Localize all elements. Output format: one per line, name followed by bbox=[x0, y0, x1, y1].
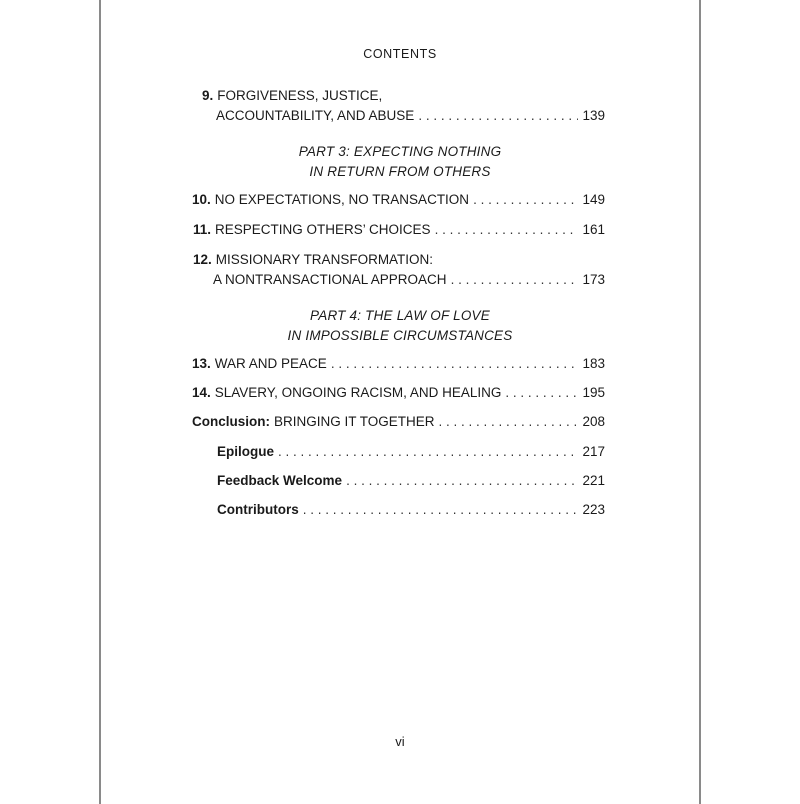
toc-entry-11 bbox=[101, 220, 699, 240]
dot-leader bbox=[346, 471, 578, 491]
entry-number: 11. bbox=[193, 222, 212, 237]
entry-number: 14. bbox=[192, 385, 211, 400]
toc-entry-feedback bbox=[101, 471, 699, 491]
toc-entry-conclusion bbox=[101, 412, 699, 432]
entry-page: 195 bbox=[582, 385, 605, 400]
dot-leader bbox=[505, 383, 578, 403]
entry-page: 208 bbox=[582, 414, 605, 429]
dot-leader bbox=[473, 190, 578, 210]
toc-entry-14 bbox=[101, 383, 699, 403]
entry-title: WAR AND PEACE bbox=[214, 356, 327, 371]
toc-entry-epilogue bbox=[101, 442, 699, 462]
dot-leader bbox=[435, 220, 579, 240]
entry-title-line2: ACCOUNTABILITY, AND ABUSE bbox=[216, 108, 415, 123]
part-heading-line2: IN RETURN FROM OTHERS bbox=[309, 164, 491, 179]
entry-title-line2: A NONTRANSACTIONAL APPROACH bbox=[213, 272, 447, 287]
entry-title: SLAVERY, ONGOING RACISM, AND HEALING bbox=[214, 385, 502, 400]
part-heading-line2: IN IMPOSSIBLE CIRCUMSTANCES bbox=[287, 328, 513, 343]
entry-page: 149 bbox=[582, 192, 605, 207]
entry-page: 217 bbox=[582, 444, 605, 459]
entry-title: RESPECTING OTHERS’ CHOICES bbox=[215, 222, 431, 237]
entry-page: 221 bbox=[582, 473, 605, 488]
dot-leader bbox=[439, 412, 579, 432]
page-number: vi bbox=[395, 734, 405, 749]
book-page bbox=[99, 0, 701, 804]
entry-number: 13. bbox=[192, 356, 211, 371]
entry-page: 223 bbox=[582, 502, 605, 517]
entry-page: 183 bbox=[582, 356, 605, 371]
entry-title: BRINGING IT TOGETHER bbox=[274, 414, 435, 429]
entry-page: 161 bbox=[582, 222, 605, 237]
entry-title: NO EXPECTATIONS, NO TRANSACTION bbox=[214, 192, 470, 207]
part-heading-line1: PART 4: THE LAW OF LOVE bbox=[310, 308, 490, 323]
entry-page: 139 bbox=[582, 108, 605, 123]
entry-label: Contributors bbox=[217, 502, 299, 517]
entry-title-line1: FORGIVENESS, JUSTICE, bbox=[217, 88, 383, 103]
entry-label: Epilogue bbox=[217, 444, 274, 459]
entry-title-line1: MISSIONARY TRANSFORMATION: bbox=[215, 252, 434, 267]
toc-entry-contributors bbox=[101, 500, 699, 520]
dot-leader bbox=[451, 270, 579, 290]
entry-label: Conclusion: bbox=[192, 414, 270, 429]
entry-number: 9. bbox=[202, 88, 214, 103]
dot-leader bbox=[331, 354, 579, 374]
toc-entry-13 bbox=[101, 354, 699, 374]
entry-number: 10. bbox=[192, 192, 211, 207]
entry-page: 173 bbox=[582, 272, 605, 287]
contents-heading: CONTENTS bbox=[363, 47, 437, 61]
part-heading-line1: PART 3: EXPECTING NOTHING bbox=[298, 144, 502, 159]
entry-label: Feedback Welcome bbox=[217, 473, 343, 488]
dot-leader bbox=[418, 106, 578, 126]
toc-entry-10 bbox=[101, 190, 699, 210]
dot-leader bbox=[303, 500, 579, 520]
dot-leader bbox=[278, 442, 578, 462]
entry-number: 12. bbox=[193, 252, 212, 267]
